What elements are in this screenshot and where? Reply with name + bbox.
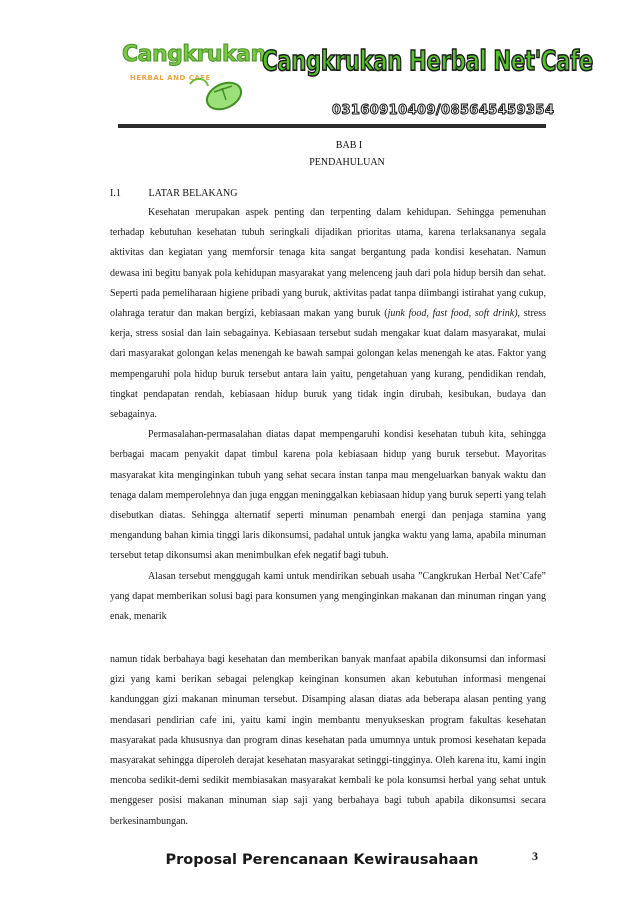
- section-number: I.1: [110, 188, 121, 199]
- computer-mouse-icon: [188, 74, 248, 118]
- italic-examples: junk food, fast food, soft drink): [387, 308, 518, 320]
- header-rule: [118, 124, 546, 128]
- logo-wordmark: Cangkrukan: [122, 42, 266, 67]
- body-text-continued: [110, 650, 546, 832]
- section-title: LATAR BELAKANG: [148, 188, 238, 199]
- page-number: 3: [532, 849, 538, 863]
- cafe-logo: [118, 40, 266, 120]
- paragraph: namun tidak berbahaya bagi kesehatan dan memberikan banyak manfaat apabila dikonsumsi dan informasi gizi yang kami berikan sebagai pelengkap keinginan konsumen akan kebutuhan informasi mengenai kandunggan gizi makanan minuman tersebut. Disamping alasan diatas ada beberapa alasan penting yang mendasari pendirian cafe ini, yaitu kami ingin membantu menyukseskan program fakultas kesehatan masyarakat pada khususnya dan program dinas kesehatan pada umumnya untuk promosi kesehatan kepada masyarakat sehingga diperoleh derajat kesehatan masyarakat setinggi-tingginya. Oleh karena itu, kami ingin mencoba sedikit-demi sedikit membiasakan masyarakat kembali ke pola konsumsi herbal yang sehat untuk menggeser posisi makanan minuman siap saji yang berbahaya bagi tubuh apabila dikonsumsi secara berkesinambungan.: [110, 654, 546, 827]
- phone-number: 03160910409/085645459354: [332, 103, 555, 118]
- paragraph: Alasan tersebut menggugah kami untuk mendirikan sebuah usaha ”Cangkrukan Herbal Net’Cafe” yang dapat memberikan solusi bagi para konsumen yang menginginkan makanan dan minuman ringan yang enak, menarik: [110, 570, 546, 623]
- section-heading: [110, 188, 237, 199]
- body-text: [110, 203, 546, 627]
- chapter-number: BAB I: [335, 140, 363, 151]
- paragraph: Kesehatan merupakan aspek penting dan terpenting dalam kehidupan. Sehingga pemenuhan terhadap kebutuhan kesehatan tubuh seringkali dijadikan prioritas utama, karena terlaksananya segala aktivitas dan kegiatan yang memforsir tenaga kita sangat bergantung pada kondisi kesehatan. Namun dewasa ini begitu banyak pola kehidupan masyarakat yang melenceng jauh dari pola hidup bersih dan sehat. Seperti pada pemeliharaan higiene pribadi yang buruk, aktivitas padat tanpa diimbangi istirahat yang cukup, olahraga teratur dan makan bergizi, kebiasaan makan yang buruk (junk food, fast food, soft drink), stress kerja, stress sosial dan lain sebagainya. Kebiasaan tersebut sudah mengakar kuat dalam masyarakat, mulai dari masyarakat golongan kelas menengah ke bawah sampai golongan kelas menengah ke atas. Faktor yang mempengaruhi pola hidup buruk tersebut antara lain yaitu, pengetahuan yang kurang, pendidikan rendah, tingkat pendapatan rendah, kebiasaan hidup buruk yang tidak ingin dirubah, kesibukan, budaya dan sebagainya.: [110, 207, 547, 421]
- footer-title: Proposal Perencanaan Kewirausahaan: [165, 852, 479, 868]
- paragraph: Permasalahan-permasalahan diatas dapat mempengaruhi kondisi kesehatan tubuh kita, sehingga berbagai macam penyakit dapat timbul karena pola kebiasaan hidup yang buruk tersebut. Mayoritas masyarakat kita menginginkan tubuh yang sehat secara instan tanpa mau mengeluarkan banyak waktu dan tenaga dalam memperolehnya dan juga enggan meninggalkan kebiasaan hidup yang buruk seperti yang telah disebutkan diatas. Sehingga alternatif seperti minuman penambah energi dan penjaga stamina yang mengandung bahan kimia tinggi laris dikonsumsi, padahal untuk jangka waktu yang lama, apabila minuman tersebut tetap dikonsumsi akan menimbulkan efek negatif bagi tubuh.: [110, 429, 546, 562]
- logo-subtext: HERBAL AND CAFE: [130, 74, 211, 82]
- brand-title: Cangkrukan Herbal Net'Cafe: [262, 44, 593, 77]
- chapter-title: PENDAHULUAN: [309, 157, 385, 168]
- letterhead: [0, 0, 638, 130]
